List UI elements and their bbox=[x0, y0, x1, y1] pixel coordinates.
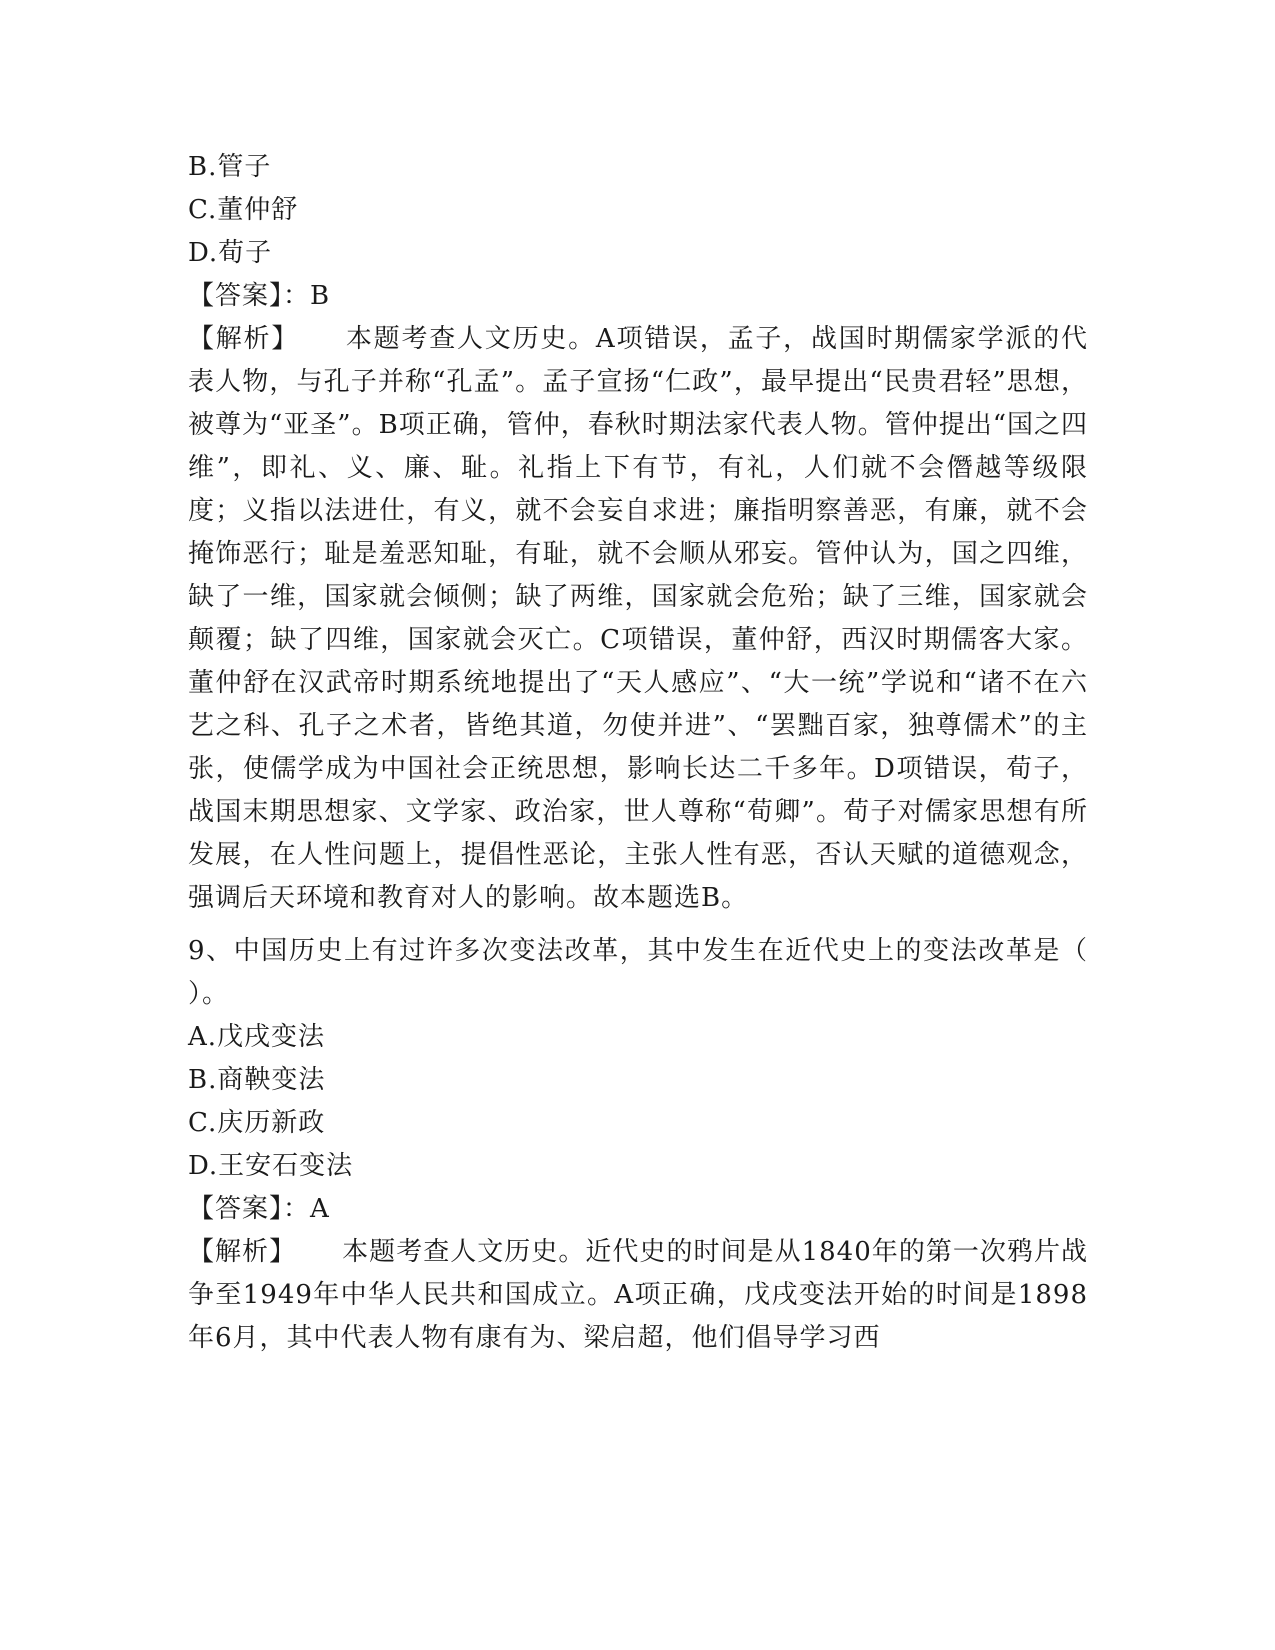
q8-answer bbox=[188, 275, 1088, 318]
q9-answer-value: ：A bbox=[283, 1194, 330, 1224]
question-gap bbox=[188, 920, 1088, 930]
q8-option-d: D.荀子 bbox=[188, 238, 273, 268]
q9-analysis-text: 本题考查人文历史。近代史的时间是从1840年的第一次鸦片战争至1949年中华人民共和国成立。A项正确，戊戌变法开始的时间是1898年6月，其中代表人物有康有为、梁启超，他们倡导学习西 bbox=[188, 1237, 1088, 1353]
q8-analysis bbox=[188, 318, 1088, 920]
q8-option-b: B.管子 bbox=[188, 152, 272, 182]
q9-option-c: C.庆历新政 bbox=[188, 1108, 326, 1138]
q9-answer-label: 【答案】 bbox=[188, 1194, 284, 1224]
q9-answer bbox=[188, 1188, 1088, 1231]
q9-option-a: A.戊戌变法 bbox=[188, 1022, 326, 1052]
q9-analysis-label: 【解析】 bbox=[188, 1237, 297, 1267]
q8-option-c: C.董仲舒 bbox=[188, 195, 299, 225]
q8-answer-label: 【答案】 bbox=[188, 281, 284, 311]
q8-analysis-text: 本题考查人文历史。A项错误，孟子，战国时期儒家学派的代表人物，与孔子并称“孔孟”。孟子宣扬“仁政”，最早提出“民贵君轻”思想，被尊为“亚圣”。B项正确，管仲，春秋时期法家代表人物。管仲提出“国之四维”，即礼、义、廉、耻。礼指上下有节，有礼，人们就不会僭越等级限度；义指以法进仕，有义，就不会妄自求进；廉指明察善恶，有廉，就不会掩饰恶行；耻是羞恶知耻，有耻，就不会顺从邪妄。管仲认为，国之四维，缺了一维，国家就会倾侧；缺了两维，国家就会危殆；缺了三维，国家就会颠覆；缺了四维，国家就会灭亡。C项错误，董仲舒，西汉时期儒客大家。董仲舒在汉武帝时期系统地提出了“天人感应”、“大一统”学说和“诸不在六艺之科、孔子之术者，皆绝其道，勿使并进”、“罢黜百家，独尊儒术”的主张，使儒学成为中国社会正统思想，影响长达二千多年。D项错误，荀子，战国末期思想家、文学家、政治家，世人尊称“荀卿”。荀子对儒家思想有所发展，在人性问题上，提倡性恶论，主张人性有恶，否认天赋的道德观念，强调后天环境和教育对人的影响。故本题选B。 bbox=[188, 324, 1088, 913]
page-content bbox=[188, 146, 1143, 1360]
q9-option-d: D.王安石变法 bbox=[188, 1151, 354, 1181]
q9-option-b: B.商鞅变法 bbox=[188, 1065, 326, 1095]
q8-analysis-label: 【解析】 bbox=[188, 324, 300, 354]
q9-analysis bbox=[188, 1231, 1088, 1360]
q9-question: 9、中国历史上有过许多次变法改革，其中发生在近代史上的变法改革是（ ）。 bbox=[188, 936, 1143, 1009]
q8-answer-value: ：B bbox=[283, 281, 331, 311]
